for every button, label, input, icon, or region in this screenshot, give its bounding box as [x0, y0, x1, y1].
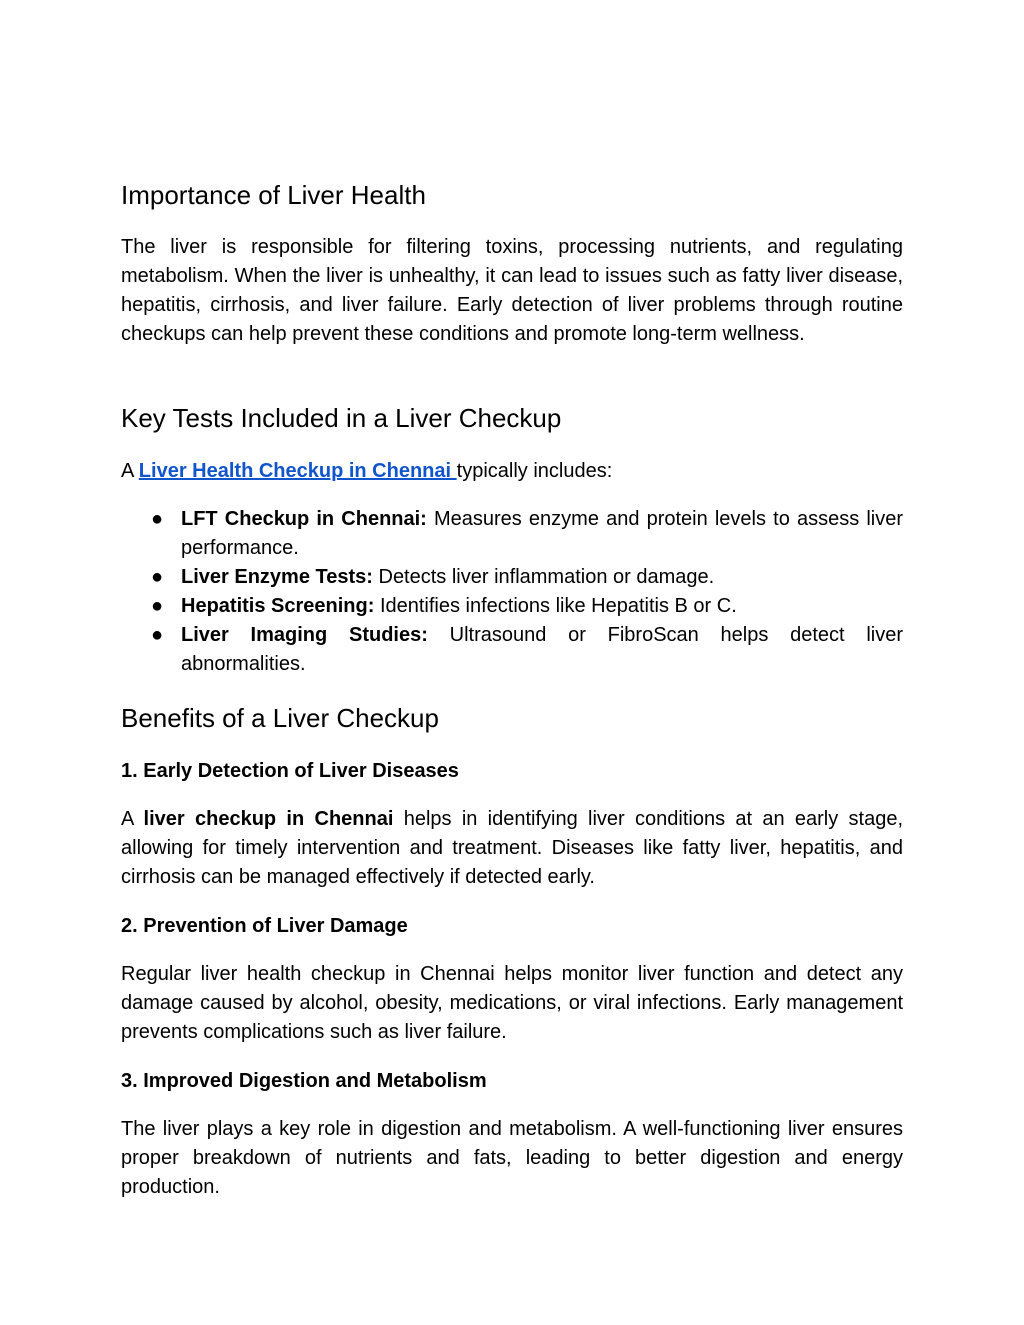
list-item-term: Hepatitis Screening: [181, 595, 375, 617]
paragraph-liver-importance: The liver is responsible for filtering toxins, processing nutrients, and regulating metabolism. When the liver is unhealthy, it can lead to issues such as fatty liver disease, hepatitis, cirrhosis, and liver failure. Early detection of liver problems through routine checkups can help prevent these conditions and promote long-term wellness. [121, 236, 903, 345]
benefit-prefix: A [121, 808, 144, 830]
list-item [121, 563, 903, 592]
benefit-title-prevention: 2. Prevention of Liver Damage [121, 915, 408, 937]
key-tests-list [121, 505, 903, 679]
intro-suffix: typically includes: [456, 460, 613, 482]
list-item [121, 592, 903, 621]
bullet-icon: ● [151, 566, 164, 588]
bullet-icon: ● [151, 508, 164, 530]
heading-benefits: Benefits of a Liver Checkup [121, 703, 439, 733]
list-item-term: Liver Imaging Studies: [181, 624, 428, 646]
list-item-term: LFT Checkup in Chennai: [181, 508, 427, 530]
liver-health-checkup-link[interactable]: Liver Health Checkup in Chennai [138, 460, 457, 482]
benefit-title-early-detection: 1. Early Detection of Liver Diseases [121, 760, 459, 782]
benefit-bold-phrase: liver checkup in Chennai [143, 808, 394, 830]
list-item [121, 505, 903, 563]
benefit-paragraph-digestion: The liver plays a key role in digestion and metabolism. A well-functioning liver ensures proper breakdown of nutrients and fats, leading to better digestion and energy production. [121, 1118, 903, 1198]
list-item [121, 621, 903, 679]
list-item-text: Ultrasound or FibroScan helps detect liver abnormalities. [181, 624, 903, 675]
list-item-term: Liver Enzyme Tests: [181, 566, 373, 588]
list-item-text: Measures enzyme and protein levels to assess liver performance. [181, 508, 903, 559]
list-item-text: Identifies infections like Hepatitis B or C. [374, 595, 737, 617]
paragraph-key-tests-intro [121, 457, 903, 486]
benefit-paragraph-prevention: Regular liver health checkup in Chennai helps monitor liver function and detect any damage caused by alcohol, obesity, medications, or viral infections. Early management prevents complications such as liver failure. [121, 963, 903, 1043]
benefit-paragraph-early-detection [121, 805, 903, 892]
bullet-icon: ● [151, 624, 164, 646]
benefit-text: helps in identifying liver conditions at an early stage, allowing for timely intervention and treatment. Diseases like fatty liver, hepatitis, and cirrhosis can be managed effectively if detected early. [121, 808, 904, 888]
heading-importance-of-liver-health: Importance of Liver Health [121, 180, 426, 210]
benefit-title-digestion: 3. Improved Digestion and Metabolism [121, 1070, 487, 1092]
bullet-icon: ● [151, 595, 164, 617]
list-item-text: Detects liver inflammation or damage. [372, 566, 715, 588]
heading-key-tests: Key Tests Included in a Liver Checkup [121, 403, 562, 433]
intro-prefix: A [121, 460, 139, 482]
